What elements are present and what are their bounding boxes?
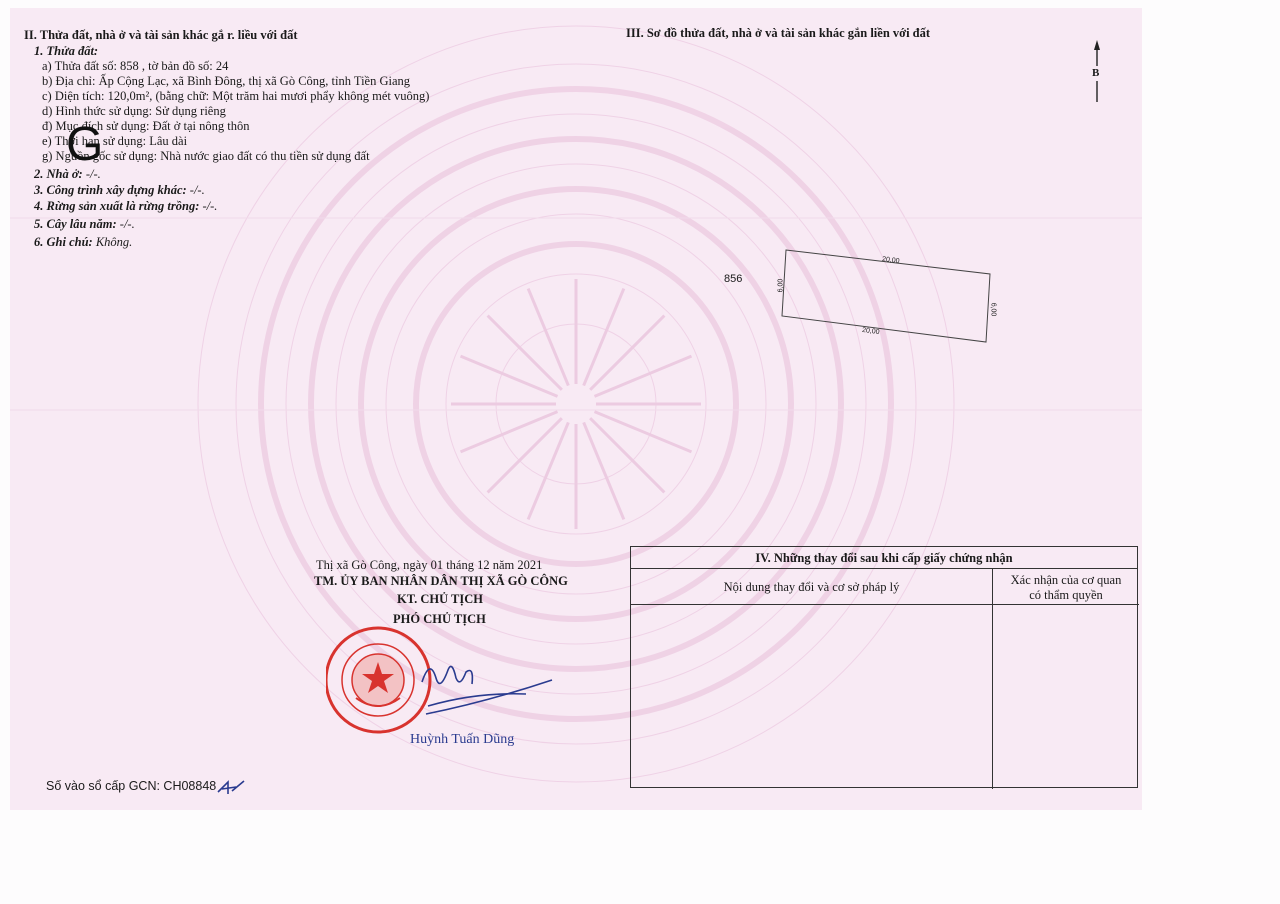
dim-bottom: 20,00 xyxy=(861,326,880,337)
forest-row xyxy=(34,199,217,214)
changes-table-title: IV. Những thay đổi sau khi cấp giấy chứng nhận xyxy=(631,547,1137,569)
forest-label: 4. Rừng sản xuất là rừng trồng: xyxy=(34,199,200,213)
usage-term: e) Thời hạn sử dụng: Lâu dài xyxy=(42,134,188,148)
perennial-row xyxy=(34,217,135,232)
watermark-ray xyxy=(594,412,691,452)
perennial-value: -/-. xyxy=(116,217,135,231)
neighbor-parcel-number: 856 xyxy=(724,273,743,285)
section3-title: III. Sơ đồ thửa đất, nhà ở và tài sản khác gắn liền với đất xyxy=(626,26,931,40)
parcel-number: a) Thửa đất số: 858 , tờ bản đồ số: 24 xyxy=(42,59,229,73)
perennial-label: 5. Cây lâu năm: xyxy=(34,217,117,231)
section2-title: II. Thửa đất, nhà ở và tài sản khác gắ r. liều với đất xyxy=(24,28,298,42)
other-works-value: -/-. xyxy=(186,183,205,197)
issuing-org: TM. ỦY BAN NHÂN DÂN THỊ XÃ GÒ CÔNG xyxy=(314,574,568,588)
watermark-ray xyxy=(584,422,624,519)
dim-top: 20,00 xyxy=(881,255,900,266)
parcel-area: c) Diện tích: 120,0m², (bằng chữ: Một trăm hai mươi phẩy không mét vuông) xyxy=(42,89,430,103)
changes-table-divider xyxy=(992,605,993,789)
watermark-ray xyxy=(590,316,664,390)
place-date: Thị xã Gò Công, ngày 01 tháng 12 năm 2021 xyxy=(316,558,543,572)
changes-col-confirmation xyxy=(993,569,1139,605)
parcel-outline xyxy=(782,250,990,342)
forest-value: -/-. xyxy=(199,199,218,213)
signer-role-2: PHÓ CHỦ TỊCH xyxy=(393,612,486,626)
official-seal-icon xyxy=(326,628,430,732)
parcel-address: b) Địa chỉ: Ấp Cộng Lạc, xã Bình Đông, thị xã Gò Công, tỉnh Tiền Giang xyxy=(42,74,411,88)
usage-form: d) Hình thức sử dụng: Sử dụng riêng xyxy=(42,104,226,118)
other-works-label: 3. Công trình xây dựng khác: xyxy=(34,183,187,197)
changes-col-content: Nội dung thay đổi và cơ sở pháp lý xyxy=(631,569,993,605)
watermark-ray xyxy=(590,418,664,492)
usage-origin: g) Nguồn gốc sử dụng: Nhà nước giao đất có thu tiền sử dụng đất xyxy=(42,149,370,163)
signer-role-1: KT. CHỦ TỊCH xyxy=(397,592,484,606)
usage-purpose: đ) Mục đích sử dụng: Đất ở tại nông thôn xyxy=(42,119,250,133)
changes-col-confirmation-line1: Xác nhận của cơ quan xyxy=(1010,573,1122,587)
note-row xyxy=(34,235,132,250)
watermark-ray xyxy=(528,289,568,386)
watermark-ray xyxy=(594,356,691,396)
dim-left: 6,00 xyxy=(777,278,785,293)
watermark-ray xyxy=(488,316,562,390)
watermark-ray xyxy=(488,418,562,492)
registry-number: Số vào sổ cấp GCN: CH08848 xyxy=(46,779,217,793)
seal-and-signature xyxy=(326,622,556,738)
watermark-ray xyxy=(528,422,568,519)
dim-right: 6,00 xyxy=(989,302,997,317)
overlay-letter: G xyxy=(66,118,104,171)
house-label: 2. Nhà ở: xyxy=(34,167,83,181)
signer-name: Huỳnh Tuấn Dũng xyxy=(410,732,515,747)
handwritten-signature xyxy=(422,666,552,714)
watermark-ray xyxy=(584,289,624,386)
note-value: Không. xyxy=(92,235,133,249)
changes-table xyxy=(630,546,1138,788)
watermark-ray xyxy=(461,412,558,452)
house-value: -/-. xyxy=(82,167,101,181)
other-works-row xyxy=(34,183,205,198)
north-label: B xyxy=(1092,67,1100,79)
registry-handwritten-digit xyxy=(216,778,246,796)
parcel-heading: 1. Thửa đất: xyxy=(34,44,99,58)
note-label: 6. Ghi chú: xyxy=(34,235,93,249)
changes-col-confirmation-line2: có thẩm quyền xyxy=(1029,588,1103,602)
watermark-ray xyxy=(461,356,558,396)
